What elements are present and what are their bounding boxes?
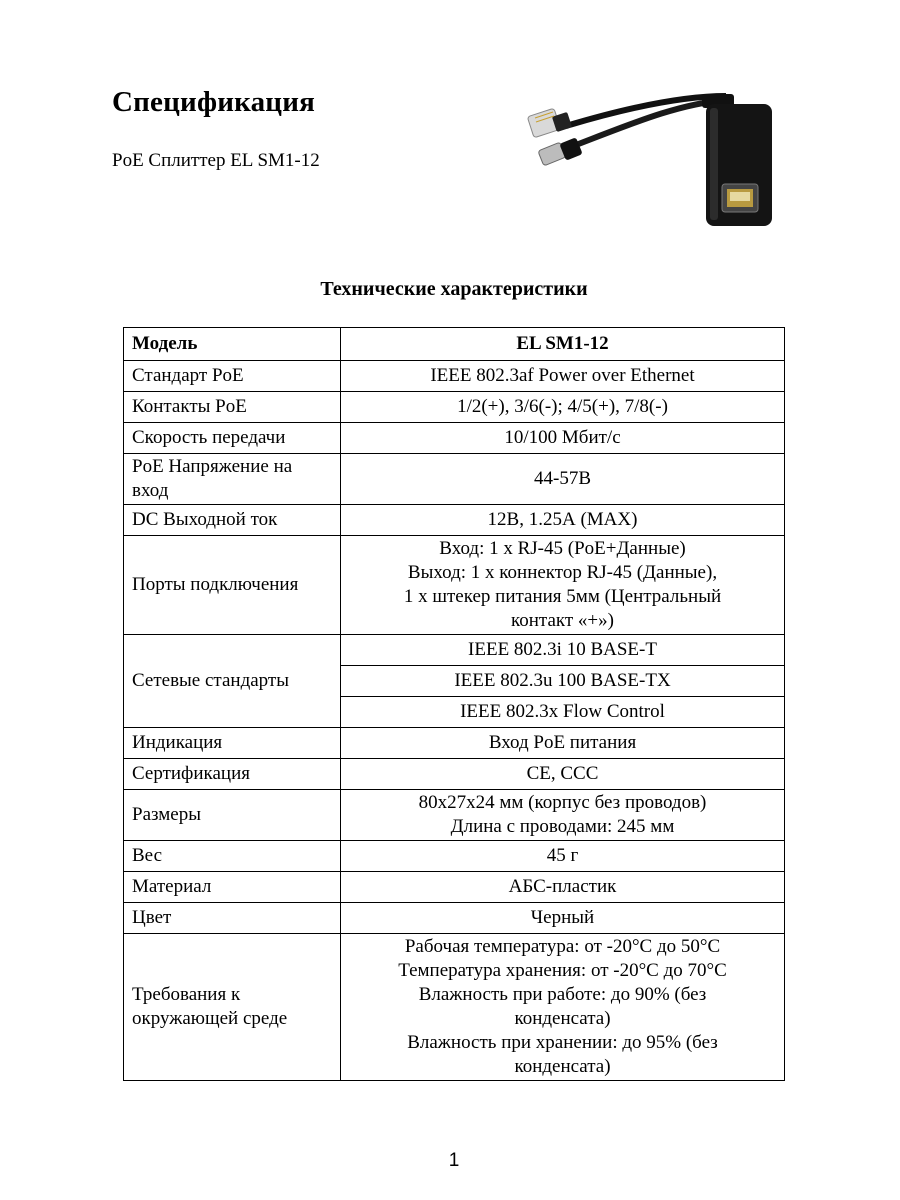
product-image — [526, 86, 796, 236]
ports-line: 1 x штекер питания 5мм (Центральный — [403, 586, 722, 607]
table-row — [124, 505, 785, 536]
ports-label: Порты подключения — [124, 536, 341, 635]
ports-line: Вход: 1 x RJ-45 (PoE+Данные) — [439, 538, 686, 559]
network-value: IEEE 802.3x Flow Control — [341, 697, 785, 728]
table-row — [124, 423, 785, 454]
dimensions-value — [341, 790, 785, 841]
standard-value: IEEE 802.3af Power over Ethernet — [341, 361, 785, 392]
contacts-value: 1/2(+), 3/6(-); 4/5(+), 7/8(-) — [341, 392, 785, 423]
environment-line: Влажность при хранении: до 95% (без — [407, 1032, 718, 1053]
spec-table — [123, 327, 785, 1081]
table-row — [124, 790, 785, 841]
model-value: EL SM1-12 — [341, 328, 785, 361]
table-row — [124, 841, 785, 872]
material-label: Материал — [124, 872, 341, 903]
table-header-row — [124, 328, 785, 361]
weight-value: 45 г — [341, 841, 785, 872]
contacts-label: Контакты PoE — [124, 392, 341, 423]
network-value: IEEE 802.3u 100 BASE-TX — [341, 666, 785, 697]
table-row — [124, 934, 785, 1081]
weight-label: Вес — [124, 841, 341, 872]
dimensions-line: 80x27x24 мм (корпус без проводов) — [418, 792, 707, 813]
environment-line: Влажность при работе: до 90% (без — [418, 984, 707, 1005]
ports-line: контакт «+») — [511, 610, 614, 631]
table-row — [124, 903, 785, 934]
ports-line: Выход: 1 x коннектор RJ-45 (Данные), — [407, 562, 718, 583]
rj45-plug-icon — [527, 108, 572, 138]
color-label: Цвет — [124, 903, 341, 934]
table-row — [124, 872, 785, 903]
table-row — [124, 728, 785, 759]
dimensions-line: Длина с проводами: 245 мм — [450, 816, 675, 837]
dimensions-label: Размеры — [124, 790, 341, 841]
environment-line: конденсата) — [514, 1056, 611, 1077]
table-row — [124, 759, 785, 790]
voltage-label: PoE Напряжение на вход — [124, 454, 341, 505]
environment-line: Рабочая температура: от -20°C до 50°C — [404, 936, 721, 957]
ports-value — [341, 536, 785, 635]
speed-label: Скорость передачи — [124, 423, 341, 454]
color-value: Черный — [341, 903, 785, 934]
environment-value — [341, 934, 785, 1081]
voltage-value: 44-57В — [341, 454, 785, 505]
environment-line: Температура хранения: от -20°C до 70°C — [398, 960, 727, 981]
splitter-body-icon — [702, 94, 772, 226]
environment-line: конденсата) — [514, 1008, 611, 1029]
table-row — [124, 536, 785, 635]
material-value: АБС-пластик — [341, 872, 785, 903]
page-number: 1 — [448, 1150, 460, 1171]
table-row — [124, 454, 785, 505]
dc-output-value: 12В, 1.25А (MAX) — [341, 505, 785, 536]
indication-value: Вход PoE питания — [341, 728, 785, 759]
certification-value: CE, CCC — [341, 759, 785, 790]
network-label: Сетевые стандарты — [124, 635, 341, 728]
model-label: Модель — [124, 328, 341, 361]
product-subtitle: PoE Сплиттер EL SM1-12 — [112, 150, 320, 171]
network-value: IEEE 802.3i 10 BASE-T — [341, 635, 785, 666]
environment-label: Требования к окружающей среде — [124, 934, 341, 1081]
table-row — [124, 635, 785, 666]
table-row — [124, 361, 785, 392]
standard-label: Стандарт PoE — [124, 361, 341, 392]
dc-plug-icon — [538, 137, 583, 166]
certification-label: Сертификация — [124, 759, 341, 790]
dc-output-label: DC Выходной ток — [124, 505, 341, 536]
section-heading: Технические характеристики — [320, 278, 588, 300]
speed-value: 10/100 Мбит/с — [341, 423, 785, 454]
table-row — [124, 392, 785, 423]
page-title: Спецификация — [112, 86, 315, 118]
indication-label: Индикация — [124, 728, 341, 759]
